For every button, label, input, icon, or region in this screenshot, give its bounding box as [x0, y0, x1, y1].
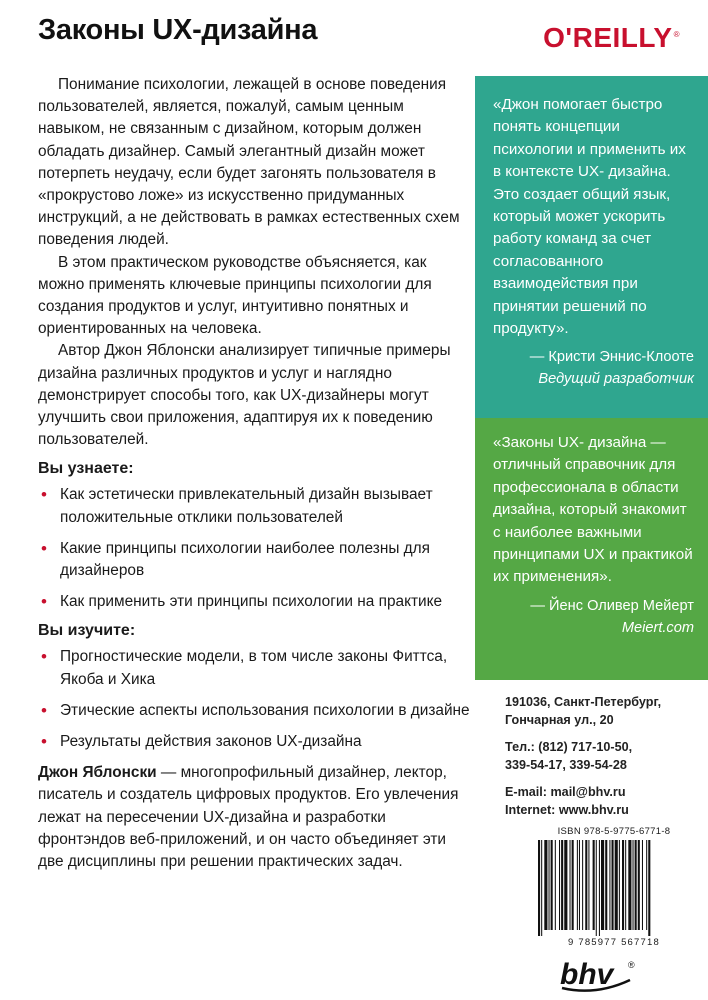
internet-line: Internet: www.bhv.ru: [505, 802, 629, 817]
book-title: Законы UX-дизайна: [38, 14, 318, 46]
learn-list: [38, 484, 470, 613]
study-item: • Прогностические модели, в том числе законы Фиттса, Якоба и Хика: [60, 646, 470, 690]
study-list: [38, 646, 470, 753]
description-paragraph-1: Понимание психологии, лежащей в основе поведения пользователей, является, пожалуй, самым ценным навыком, не связанным с дизайном, которым должен обладать дизайнер. Самый элегантный дизайн может потерпеть неудачу, если будет загонять пользователя в «прокрустово ложе» из искусственно придуманных инструкций, а не действовать в рамках естественных схем поведения людей.: [38, 76, 460, 249]
bhv-logo-icon: [556, 950, 656, 994]
quote-text: «Джон помогает быстро понять концепции психологии и применить их в контексте UX- дизайна. Это создает общий язык, который может ускорить работу команд за счет согласованного взаимодействия при принятии решений по продукту».: [493, 96, 686, 338]
learn-item: • Какие принципы психологии наиболее полезны для дизайнеров: [60, 538, 470, 582]
quote-author-role: Ведущий разработчик: [538, 371, 694, 388]
learn-heading: Вы узнаете:: [38, 460, 134, 478]
author-bio-text: — многопрофильный дизайнер, лектор, писатель и создатель цифровых продуктов. Его увлечения лежат на пересечении UX-дизайна и разработки фронтэндов веб-приложений, и он часто объединяет эти две дисциплины при решении практических задач.: [38, 764, 459, 871]
address-line: 191036, Санкт-Петербург,: [505, 695, 662, 709]
oreilly-logo: [543, 22, 680, 54]
learn-item: • Как эстетически привлекательный дизайн вызывает положительные отклики пользователей: [60, 484, 470, 528]
barcode-digits: 9 785977 567718: [568, 937, 660, 948]
bhv-logo-text: bhv: [560, 958, 614, 991]
description-paragraph-3: Автор Джон Яблонски анализирует типичные примеры дизайна различных продуктов и услуг и наглядно демонстрирует способы того, как UX-дизайнеры могут улучшить свои приложения, адаптируя их к поведению пользователей.: [38, 342, 451, 449]
study-item: • Этические аспекты использования психологии в дизайне: [60, 700, 470, 722]
isbn-label: ISBN 978-5-9775-6771-8: [557, 826, 671, 837]
registered-mark: ®: [673, 29, 680, 39]
email-line: E-mail: mail@bhv.ru: [505, 785, 626, 799]
learn-item: • Как применить эти принципы психологии на практике: [60, 591, 470, 613]
quote-author: — Кристи Эннис-Клооте: [529, 349, 694, 366]
study-heading: Вы изучите:: [38, 622, 136, 640]
address-line: Гончарная ул., 20: [505, 712, 614, 727]
bhv-registered-mark: ®: [628, 960, 635, 970]
phone-line: 339-54-17, 339-54-28: [505, 757, 627, 772]
quote-author-role: Meiert.com: [621, 619, 694, 636]
author-bio: [38, 762, 470, 873]
quote-text: «Законы UX- дизайна — отличный справочник для профессионала в области дизайна, который знакомит с наиболее важными принципами UX и практикой их применения».: [493, 434, 693, 586]
quote-author: — Йенс Оливер Мейерт: [530, 597, 694, 614]
description-paragraph-2: В этом практическом руководстве объясняется, как можно применять ключевые принципы психологии для создания продуктов и услуг, интуитивно понятных и ориентированных на человека.: [38, 253, 432, 338]
isbn-block: [534, 826, 694, 948]
author-name: Джон Яблонски: [38, 764, 157, 782]
description-column: [38, 74, 470, 873]
phone-line: Тел.: (812) 717-10-50,: [505, 740, 633, 754]
publisher-contacts: [505, 694, 700, 819]
barcode-icon: [534, 840, 694, 936]
oreilly-logo-text: O'REILLY: [543, 22, 673, 53]
study-item: • Результаты действия законов UX-дизайна: [60, 731, 470, 753]
quote-box-2: [475, 418, 708, 680]
quote-box-1: [475, 76, 708, 418]
